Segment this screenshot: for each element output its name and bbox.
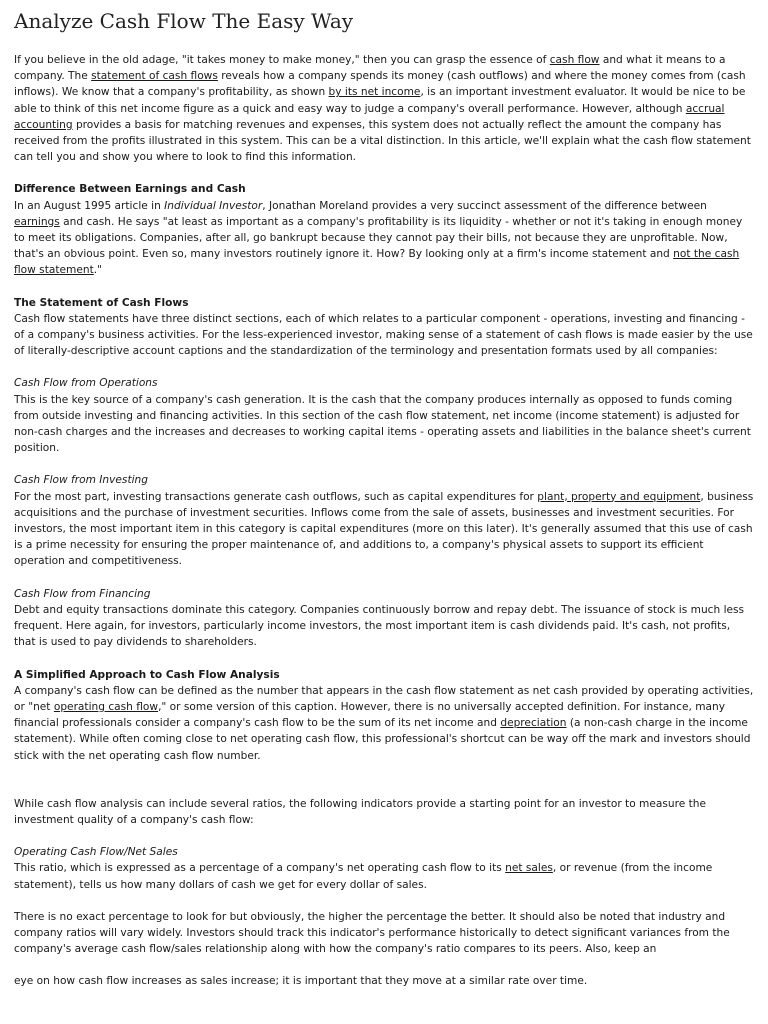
link-cash-flow[interactable]: cash flow: [549, 54, 600, 66]
operations-paragraph: This is the key source of a company's cash generation. It is the cash that the company produces internally as opposed to funds coming from outside investing and financing activities. In this section of the cash flow statement, net income (income statement) is adjusted for non-cash charges and the increases and decreases to working capital items - operating assets and liabilities in the balance sheet's current position.: [14, 393, 751, 455]
subheading-ocf-net-sales: Operating Cash Flow/Net Sales: [14, 846, 178, 859]
statement-paragraph: Cash flow statements have three distinct sections, each of which relates to a particular component - operations, investing and financing - of a company's business activities. For the less-experienced investor, making sense of a statement of cash flows is made easier by the use of literally-descriptive account captions and the standardization of the terminology and presentation formats used by all companies:: [14, 312, 753, 358]
section-heading-earnings-vs-cash: Difference Between Earnings and Cash: [14, 183, 246, 196]
subheading-investing: Cash Flow from Investing: [14, 474, 148, 487]
simplified-approach-paragraph: A company's cash flow can be defined as the number that appears in the cash flow statement as net cash provided by operating activities, or "net operating cash flow," or some version of this caption. However, there is no universally accepted definition. For instance, many financial professionals consider a company's cash flow to be the sum of its net income and depreciation (a non-cash charge in the income statement). While often coming close to net operating cash flow, this professional's shortcut can be way off the mark and investors should stick with the net operating cash flow number.: [14, 684, 754, 762]
ocf-net-sales-paragraph-3: eye on how cash flow increases as sales increase; it is important that they move at a similar rate over time.: [14, 975, 588, 988]
link-accrual-accounting[interactable]: accrual accounting: [14, 102, 725, 131]
link-net-income[interactable]: by its net income: [328, 86, 421, 99]
link-earnings[interactable]: earnings: [14, 215, 60, 228]
link-not-the-cash-flow-statement[interactable]: not the cash flow statement: [14, 248, 740, 277]
section-heading-statement-of-cash-flows: The Statement of Cash Flows: [14, 296, 189, 309]
link-statement-of-cash-flows[interactable]: statement of cash flows: [91, 70, 218, 83]
ocf-net-sales-paragraph: This ratio, which is expressed as a percentage of a company's net operating cash flow to its net sales, or revenue (from the income statement), tells us how many dollars of cash we get for every dollar of sales.: [14, 862, 713, 891]
subheading-operations: Cash Flow from Operations: [14, 377, 158, 390]
ratios-intro-paragraph: While cash flow analysis can include several ratios, the following indicators provide a starting point for an investor to measure the investment quality of a company's cash flow:: [14, 797, 707, 826]
publication-name: Individual Investor: [164, 199, 263, 212]
intro-paragraph: If you believe in the old adage, "it takes money to make money," then you can grasp the essence of cash flow and what it means to a company. The statement of cash flows reveals how a company spends its money (cash outflows) and where the money comes from (cash inflows). We know that a company's profitability, as shown by its net income, is an important investment evaluator. It would be nice to be able to think of this net income figure as a quick and easy way to judge a company's overall performance. However, although accrual accounting provides a basis for matching revenues and expenses, this system does not actually reflect the amount the company has received from the profits illustrated in this system. This can be a vital distinction. In this article, we'll explain what the cash flow statement can tell you and show you where to look to find this information.: [14, 54, 751, 164]
link-operating-cash-flow[interactable]: operating cash flow: [53, 700, 159, 713]
investing-paragraph: For the most part, investing transactions generate cash outflows, such as capital expenditures for plant, property and equipment, business acquisitions and the purchase of investment securities. Inflows come from the sale of assets, businesses and investment securities. For investors, the most important item in this category is capital expenditures (more on this later). It's generally assumed that this use of cash is a prime necessity for ensuring the proper maintenance of, and additions to, a company's physical assets to support its efficient operation and competitiveness.: [14, 490, 754, 568]
earnings-vs-cash-paragraph: In an August 1995 article in Individual Investor, Jonathan Moreland provides a very succinct assessment of the difference between earnings and cash. He says "at least as important as a company's profitability is its liquidity - whether or not it's taking in enough money to meet its obligations. Companies, after all, go bankrupt because they cannot pay their bills, not because they are unprofitable. Now, that's an obvious point. Even so, many investors routinely ignore it. How? By looking only at a firm's income statement and not the cash flow statement.": [14, 199, 743, 277]
link-net-sales[interactable]: net sales: [505, 862, 553, 875]
page-title: Analyze Cash Flow The Easy Way: [14, 9, 354, 33]
link-depreciation[interactable]: depreciation: [500, 717, 567, 730]
section-heading-simplified-approach: A Simplified Approach to Cash Flow Analysis: [14, 668, 280, 681]
financing-paragraph: Debt and equity transactions dominate this category. Companies continuously borrow and repay debt. The issuance of stock is much less frequent. Here again, for investors, particularly income investors, the most important item is cash dividends paid. It's cash, not profits, that is used to pay dividends to shareholders.: [14, 603, 745, 649]
ocf-net-sales-paragraph-2: There is no exact percentage to look for but obviously, the higher the percentage the better. It should also be noted that industry and company ratios will vary widely. Investors should track this indicator's performance historically to detect significant variances from the company's average cash flow/sales relationship along with how the company's ratio compares to its peers. Also, keep an: [14, 910, 730, 956]
link-plant-property-equipment[interactable]: plant, property and equipment: [537, 490, 701, 503]
subheading-financing: Cash Flow from Financing: [14, 587, 151, 600]
